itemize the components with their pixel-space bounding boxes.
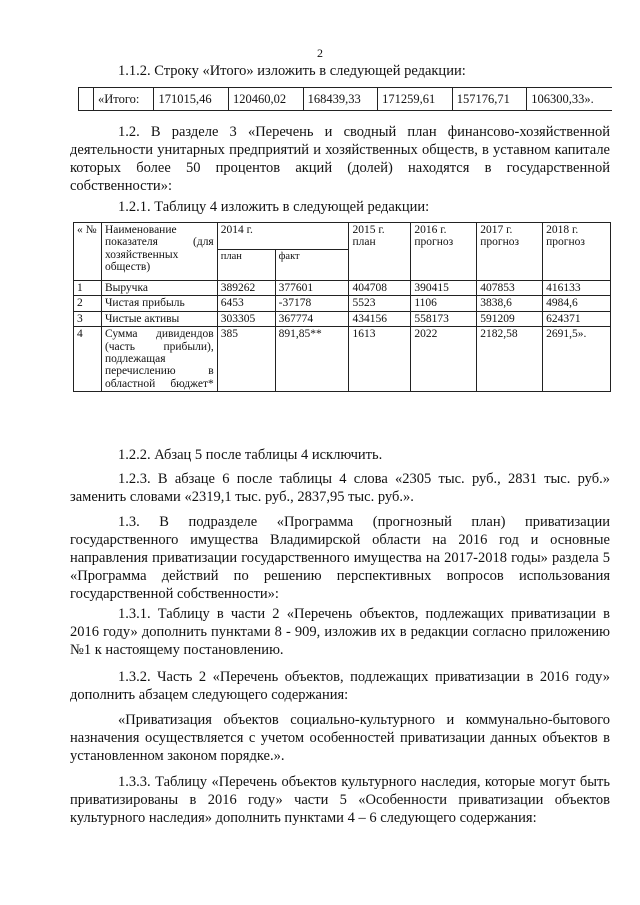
header-2017: 2017 г. прогноз bbox=[477, 223, 543, 281]
table-cell: Выручка bbox=[101, 281, 217, 296]
table-row bbox=[74, 296, 611, 311]
table-4 bbox=[73, 222, 611, 392]
table-cell: 2022 bbox=[411, 327, 477, 392]
page-number: 2 bbox=[317, 46, 323, 60]
table-cell: «Итого: bbox=[94, 88, 154, 111]
itogo-table bbox=[78, 87, 612, 111]
table-cell: 390415 bbox=[411, 281, 477, 296]
header-fact: факт bbox=[275, 250, 349, 281]
header-indicator: Наименование показателя (для хозяйственных обществ) bbox=[101, 223, 217, 281]
table-cell: 416133 bbox=[543, 281, 611, 296]
table-cell: 303305 bbox=[217, 311, 275, 326]
table-cell: 120460,02 bbox=[229, 88, 304, 111]
header-plan: план bbox=[217, 250, 275, 281]
table-cell bbox=[79, 88, 94, 111]
paragraph-1-3: 1.3. В подразделе «Программа (прогнозный план) приватизации государственного имущества Владимирской области на 2016 год и основные направления приватизации государственного имущества на 2017-2018 годы» раздела 5 «Программа действий по решению перспективных вопросов использования государственной собственности»: bbox=[70, 514, 610, 602]
paragraph-1-2: 1.2. В разделе 3 «Перечень и сводный план финансово-хозяйственной деятельности унитарных предприятий и хозяйственных обществ, в уставном капитале которых более 50 процентов акций (долей) находятся в государственной собственности»: bbox=[70, 124, 610, 194]
table-cell: 591209 bbox=[477, 311, 543, 326]
paragraph-1-2-1: 1.2.1. Таблицу 4 изложить в следующей редакции: bbox=[118, 199, 430, 215]
table-cell: 171015,46 bbox=[154, 88, 229, 111]
table-cell: 157176,71 bbox=[452, 88, 527, 111]
table-cell: 5523 bbox=[349, 296, 411, 311]
paragraph-1-3-2: 1.3.2. Часть 2 «Перечень объектов, подлежащих приватизации в 2016 году» дополнить абзацем следующего содержания: bbox=[70, 669, 610, 703]
table-cell: 106300,33». bbox=[527, 88, 612, 111]
header-no: « № bbox=[74, 223, 102, 281]
table-cell: 377601 bbox=[275, 281, 349, 296]
table-row bbox=[74, 311, 611, 326]
table-cell: 367774 bbox=[275, 311, 349, 326]
table-cell: 434156 bbox=[349, 311, 411, 326]
table-cell: 2182,58 bbox=[477, 327, 543, 392]
quoted-paragraph: «Приватизация объектов социально-культурного и коммунально-бытового назначения осуществляется с учетом особенностей приватизации данных объектов в установленном законом порядке.». bbox=[70, 712, 610, 764]
header-2015: 2015 г. план bbox=[349, 223, 411, 281]
table-cell: 4984,6 bbox=[543, 296, 611, 311]
table-cell: 1613 bbox=[349, 327, 411, 392]
table-cell: Чистая прибыль bbox=[101, 296, 217, 311]
header-2014: 2014 г. bbox=[217, 223, 349, 250]
paragraph-1-2-2: 1.2.2. Абзац 5 после таблицы 4 исключить. bbox=[118, 447, 383, 463]
paragraph-1-3-1: 1.3.1. Таблицу в части 2 «Перечень объектов, подлежащих приватизации в 2016 году» дополнить пунктами 8 - 909, изложив их в редакции согласно приложению №1 к настоящему постановлению. bbox=[70, 606, 610, 658]
table-cell: 389262 bbox=[217, 281, 275, 296]
table-row bbox=[79, 88, 613, 111]
table-header-row bbox=[74, 223, 611, 250]
table-cell: 3 bbox=[74, 311, 102, 326]
paragraph-1-2-3: 1.2.3. В абзаце 6 после таблицы 4 слова «2305 тыс. руб., 2831 тыс. руб.» заменить словами «2319,1 тыс. руб., 2837,95 тыс. руб.». bbox=[70, 471, 610, 505]
table-cell: 4 bbox=[74, 327, 102, 392]
table-row bbox=[74, 281, 611, 296]
table-cell: 3838,6 bbox=[477, 296, 543, 311]
table-cell: 404708 bbox=[349, 281, 411, 296]
table-cell: 2 bbox=[74, 296, 102, 311]
header-2018: 2018 г. прогноз bbox=[543, 223, 611, 281]
table-cell: 385 bbox=[217, 327, 275, 392]
table-cell: 171259,61 bbox=[378, 88, 453, 111]
table-cell: 6453 bbox=[217, 296, 275, 311]
paragraph-1-1-2: 1.1.2. Строку «Итого» изложить в следующей редакции: bbox=[118, 63, 466, 79]
paragraph-1-3-3: 1.3.3. Таблицу «Перечень объектов культурного наследия, которые могут быть приватизированы в 2016 году» части 5 «Особенности приватизации объектов культурного наследия» дополнить пунктами 4 – 6 следующего содержания: bbox=[70, 774, 610, 826]
table-cell: 558173 bbox=[411, 311, 477, 326]
table-cell: 1 bbox=[74, 281, 102, 296]
table-cell: 407853 bbox=[477, 281, 543, 296]
table-cell: Чистые активы bbox=[101, 311, 217, 326]
table-cell: 891,85** bbox=[275, 327, 349, 392]
table-cell: -37178 bbox=[275, 296, 349, 311]
table-cell: 2691,5». bbox=[543, 327, 611, 392]
table-row bbox=[74, 327, 611, 392]
table-cell: Сумма дивидендов (часть прибыли), подлежащая перечислению в областной бюджет* bbox=[101, 327, 217, 392]
header-2016: 2016 г. прогноз bbox=[411, 223, 477, 281]
table-cell: 624371 bbox=[543, 311, 611, 326]
table-cell: 168439,33 bbox=[303, 88, 378, 111]
table-cell: 1106 bbox=[411, 296, 477, 311]
